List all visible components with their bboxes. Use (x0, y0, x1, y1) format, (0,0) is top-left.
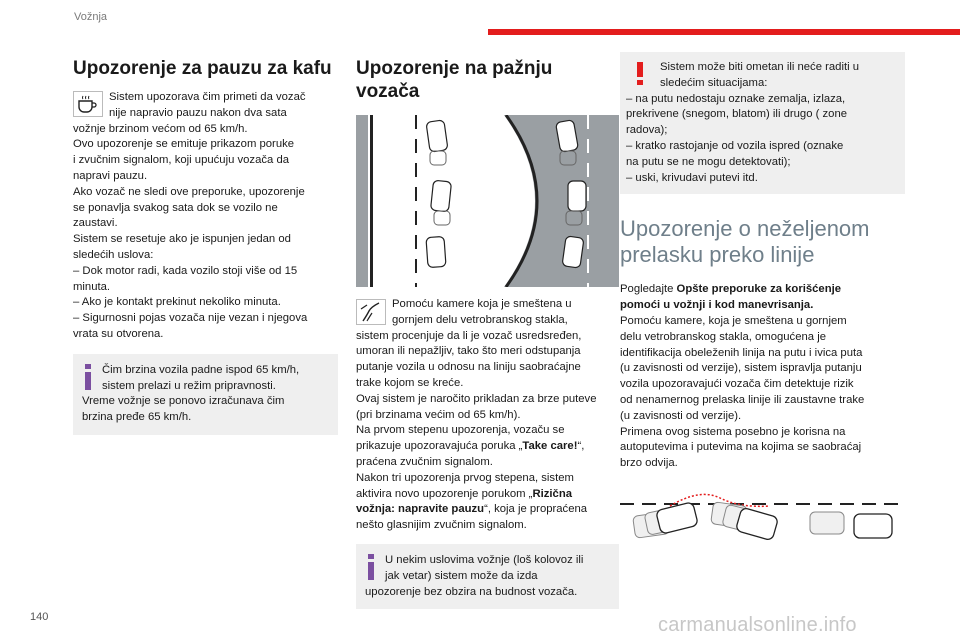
text-line: delu vetrobranskog stakla, omogućena je (620, 330, 826, 343)
text-line: Na prvom stepenu upozorenja, vozaču se (356, 424, 565, 437)
text-line: (u zavisnosti od verzije), sistem ispravlja putanju (620, 362, 862, 375)
text-line: od nenamernog prelaska linije ili zaustavne trake (620, 393, 865, 406)
attention-intro-line-1: Pomoću kamere koja je smeštena u (392, 298, 572, 310)
info-line: sistem prelazi u režim pripravnosti. (102, 379, 276, 392)
driver-attention-section (356, 57, 619, 609)
message-take-break: vožnja: napravite pauzu (356, 503, 485, 516)
text-span: aktivira novo upozorenje porukom „ (356, 487, 533, 500)
text-span: Pogledajte (620, 283, 677, 296)
header-accent-bar (488, 29, 960, 35)
watermark: carmanualsonline.info (658, 614, 857, 636)
text-line: vozila upozoravajući vozača čim detektuje rizik (620, 378, 854, 391)
info-line: Vreme vožnje se ponovo izračunava čim (82, 395, 285, 408)
text-line: – Sigurnosni pojas vozača nije vezan i njegova (73, 312, 308, 325)
text-line: Pomoću kamere, koja je smeštena u gornjem (620, 314, 847, 327)
text-line: trake kojom se kreće. (356, 376, 464, 389)
coffee-cup-icon (73, 91, 103, 117)
text-line: nešto glasnijim zvučnim signalom. (356, 519, 527, 532)
info-line: upozorenje bez obzira na budnost vozača. (365, 585, 578, 598)
warning-line: Sistem može biti ometan ili neće raditi u (660, 61, 860, 73)
text-line: (u zavisnosti od verzije). (620, 409, 742, 422)
coffee-break-title: Upozorenje za pauzu za kafu (73, 58, 332, 79)
lane-departure-paragraph (620, 314, 905, 472)
text-line: Ako vozač ne sledi ove preporuke, upozorenje (73, 185, 305, 198)
info-line: jak vetar) sistem može da izda (385, 569, 538, 582)
text-line: identifikacija obeleženih linija na putu i ivica puta (620, 346, 863, 359)
text-line: Ovaj sistem je naročito prikladan za brze puteve (356, 392, 597, 405)
text-line: putanje vozila u odnosu na liniju saobraćajne (356, 361, 581, 374)
text-line: (pri brzinama većim od 65 km/h). (356, 408, 521, 421)
text-line (356, 439, 619, 455)
text-line: brzo odvija. (620, 457, 678, 470)
lane-departure-section (620, 52, 905, 556)
text-span: “, koja je propraćena (484, 503, 588, 516)
text-line: vrata su otvorena. (73, 327, 164, 340)
warning-line: – uski, krivudavi putevi itd. (626, 171, 758, 184)
reference-line-1 (620, 282, 905, 298)
info-line: Čim brzina vozila padne ispod 65 km/h, (102, 363, 300, 376)
attention-paragraph (356, 329, 619, 534)
info-box (73, 354, 338, 435)
coffee-break-section (73, 57, 338, 435)
message-risky-driving: Rizična (532, 487, 573, 500)
text-line: vožnje brzinom većom od 65 km/h. (73, 122, 248, 135)
warning-line: na putu se ne mogu detektovati); (626, 155, 791, 168)
info-line: U nekim uslovima vožnje (loš kolovoz ili (385, 553, 584, 566)
text-line: minuta. (73, 280, 111, 293)
text-line: se ponavlja svakog sata dok se vozilo ne (73, 201, 278, 214)
page-number: 140 (30, 611, 49, 623)
message-take-care: Take care! (522, 440, 578, 453)
steering-attention-icon (356, 299, 386, 325)
text-line: sistem procenjuje da li je vozač usredsređen, (356, 329, 582, 342)
warning-line: – kratko rastojanje od vozila ispred (oznake (626, 139, 844, 152)
text-line: Sistem se resetuje ako je ispunjen jedan od (73, 233, 291, 246)
text-line: – Dok motor radi, kada vozilo stoji više od 15 (73, 264, 298, 277)
driver-attention-title: Upozorenje na pažnju vozača (356, 58, 553, 102)
info-box (356, 544, 619, 609)
warning-box (620, 52, 905, 194)
coffee-paragraph (73, 122, 338, 343)
text-line: autoputevima i putevima na kojima se saobraćaj (620, 441, 862, 454)
warning-exclamation-icon (626, 60, 654, 88)
attention-intro-line-2: gornjem delu vetrobranskog stakla, (392, 313, 568, 326)
text-line: i zvučnim signalom, koji upućuju vozača da (73, 154, 290, 167)
reference-link: Opšte preporuke za korišćenje (676, 283, 842, 296)
coffee-intro-line-1: Sistem upozorava čim primeti da vozač (109, 91, 306, 103)
lane-drift-road-illustration (356, 115, 619, 287)
warning-line: prekrivene (snegom, blatom) ili drugo ( zone (626, 108, 848, 121)
text-line (356, 487, 619, 503)
text-line: zaustavi. (73, 217, 118, 230)
warning-line: radova); (626, 124, 668, 137)
info-icon (365, 553, 379, 581)
reference-line-2 (620, 298, 905, 314)
text-span: prikazuje upozoravajuća poruka „ (356, 440, 523, 453)
warning-line: – na putu nedostaju oznake zemalja, izlaza, (626, 92, 846, 105)
text-line (356, 502, 619, 518)
coffee-intro-line-2: nije napravio pauzu nakon dva sata (109, 106, 287, 119)
text-line: Primena ovog sistema posebno je korisna na (620, 425, 846, 438)
info-line: brzina pređe 65 km/h. (82, 411, 192, 424)
lane-departure-title: Upozorenje o neželjenom prelasku preko linije (620, 216, 870, 268)
text-line: praćena zvučnim signalom. (356, 455, 493, 468)
text-line: Nakon tri upozorenja prvog stepena, sistem (356, 471, 574, 484)
text-line: – Ako je kontakt prekinut nekoliko minuta. (73, 296, 281, 309)
reference-link: pomoći u vožnji i kod manevrisanja. (620, 299, 814, 312)
text-span: “, (577, 440, 585, 453)
lane-departure-correction-illustration (620, 490, 900, 556)
warning-line: sledećim situacijama: (660, 76, 768, 89)
text-line: umoran ili nepažljiv, tako što meri odstupanja (356, 345, 581, 358)
text-line: sledećih uslova: (73, 248, 154, 261)
text-line: Ovo upozorenje se emituje prikazom poruke (73, 138, 295, 151)
text-line: napravi pauzu. (73, 169, 148, 182)
section-title: Vožnja (74, 11, 108, 23)
info-icon (82, 363, 96, 391)
